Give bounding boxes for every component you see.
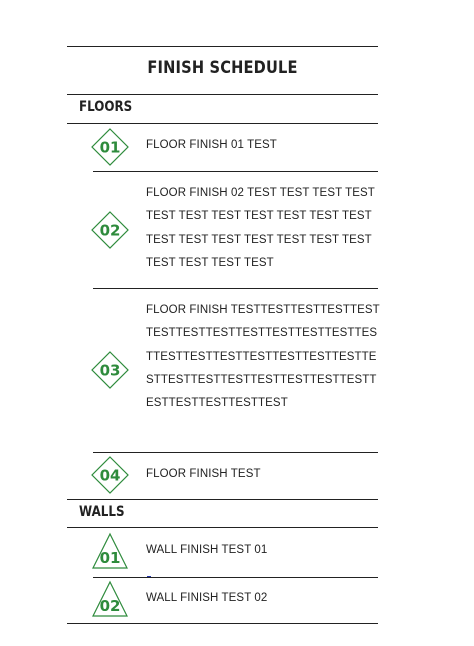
wall-tag-01 [91, 532, 129, 570]
floor-finish-description: FLOOR FINISH TESTTESTTESTTESTTESTTESTTESTTESTTESTTESTTESTTESTTESTTESTTESTTESTTESTTESTTESTTESTTESTTESTTESTTESTTESTTESTTESTTESTTESTTESTTESTTESTTEST [146, 304, 380, 410]
wall-tag-code: 01 [99, 549, 121, 567]
triangle-icon [91, 580, 129, 618]
wall-tag-code: 02 [99, 597, 121, 615]
floor-finish-description: FLOOR FINISH 01 TEST [146, 139, 277, 151]
bottom-rule [67, 623, 378, 624]
row-divider [93, 452, 378, 453]
walls-heading-rule [67, 527, 378, 528]
page-title: FINISH SCHEDULE [147, 58, 298, 78]
row-divider [93, 577, 378, 578]
floor-tag-code: 01 [99, 138, 121, 157]
diamond-icon [91, 456, 129, 494]
floor-tag-04 [91, 456, 129, 494]
wall-finish-description: WALL FINISH TEST 02 [146, 592, 268, 604]
row-divider [93, 171, 378, 172]
floor-finish-description: FLOOR FINISH 02 TEST TEST TEST TEST TEST TEST TEST TEST TEST TEST TEST TEST TEST TEST TEST TEST TEST TEST TEST TEST TEST TEST [146, 187, 375, 269]
floor-tag-code: 03 [99, 361, 121, 380]
diamond-icon [91, 351, 129, 389]
diamond-icon [91, 211, 129, 249]
triangle-icon [91, 532, 129, 570]
floor-tag-03 [91, 351, 129, 389]
diamond-icon [91, 128, 129, 166]
section-heading-walls: WALLS [79, 504, 125, 520]
floor-tag-code: 04 [99, 466, 121, 485]
floor-finish-description: FLOOR FINISH TEST [146, 468, 261, 480]
top-rule [67, 46, 378, 47]
title-rule [67, 94, 378, 95]
floors-heading-rule [67, 123, 378, 124]
floor-tag-01 [91, 128, 129, 166]
walls-top-rule [67, 499, 378, 500]
floor-tag-code: 02 [99, 221, 121, 240]
section-heading-floors: FLOORS [79, 99, 133, 115]
wall-finish-description: WALL FINISH TEST 01 [146, 544, 268, 556]
wall-tag-02 [91, 580, 129, 618]
floor-tag-02 [91, 211, 129, 249]
row-divider [93, 288, 378, 289]
